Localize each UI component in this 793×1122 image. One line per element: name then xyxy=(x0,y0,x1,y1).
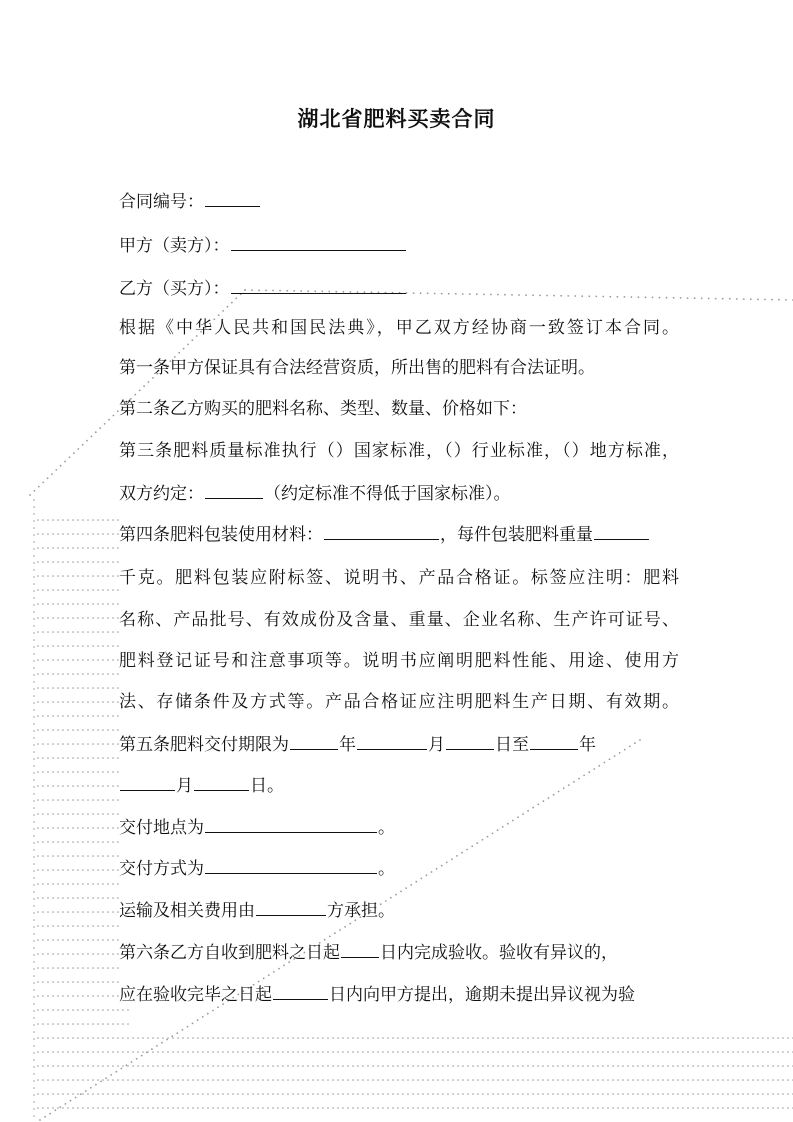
inspection-days-blank xyxy=(341,940,379,958)
inspection-objection-text: 日内完成验收。验收有异议的， xyxy=(380,943,618,963)
basis-text: 根据《中华人民共和国民法典》，甲乙双方经协商一致签订本合同。 xyxy=(119,318,679,338)
contract-number-blank xyxy=(205,189,260,207)
article-4-line-3: 名称、产品批号、有效成份及含量、重量、企业名称、生产许可证号、 xyxy=(119,610,679,630)
delivery-method-blank xyxy=(205,856,377,874)
page-title: 湖北省肥料买卖合同 xyxy=(297,107,496,131)
package-weight-blank xyxy=(594,522,649,540)
end-year-blank xyxy=(530,732,578,750)
delivery-place-period: 。 xyxy=(378,818,395,838)
party-b-blank xyxy=(231,276,406,294)
objection-start-label: 应在验收完毕之日起 xyxy=(119,985,272,1005)
delivery-period-label: 第五条肥料交付期限为 xyxy=(119,735,289,755)
start-month-blank xyxy=(357,732,427,750)
delivery-method-period: 。 xyxy=(378,859,395,879)
party-a-blank xyxy=(231,233,406,251)
end-day-unit: 日。 xyxy=(250,776,284,796)
delivery-place-label: 交付地点为 xyxy=(119,818,204,838)
package-weight-label: ，每件包装肥料重量 xyxy=(440,525,593,545)
transport-cost-suffix: 方承担。 xyxy=(327,901,395,921)
article-5-line-2 xyxy=(119,773,679,798)
article-3-line-2 xyxy=(119,481,679,506)
transport-cost-line xyxy=(119,898,679,923)
objection-days-blank xyxy=(273,982,328,1000)
article-4-line-5: 法、存储条件及方式等。产品合格证应注明肥料生产日期、有效期。 xyxy=(119,692,679,712)
start-month-unit: 月 xyxy=(428,735,445,755)
delivery-place-blank xyxy=(205,815,377,833)
start-day-unit: 日至 xyxy=(495,735,529,755)
party-b-line xyxy=(119,276,679,301)
article-4-line-1 xyxy=(119,522,679,547)
article-3-line-1: 第三条肥料质量标准执行（）国家标准，（）行业标准，（）地方标准， xyxy=(119,441,679,461)
agreed-standard-label: 双方约定： xyxy=(119,484,204,504)
inspection-start-label: 第六条乙方自收到肥料之日起 xyxy=(119,943,340,963)
article-4-line-2: 千克。肥料包装应附标签、说明书、产品合格证。标签应注明：肥料 xyxy=(119,568,679,588)
party-b-label: 乙方（买方）： xyxy=(119,279,230,299)
article-6-line-1 xyxy=(119,940,679,965)
start-year-blank xyxy=(290,732,338,750)
packaging-material-label: 第四条肥料包装使用材料： xyxy=(119,525,323,545)
party-a-line xyxy=(119,233,679,258)
article-1-text: 第一条甲方保证具有合法经营资质，所出售的肥料有合法证明。 xyxy=(119,358,595,378)
delivery-method-line xyxy=(119,856,679,881)
end-month-blank xyxy=(120,773,175,791)
end-year-unit: 年 xyxy=(579,735,596,755)
delivery-method-label: 交付方式为 xyxy=(119,859,204,879)
contract-number-label: 合同编号： xyxy=(119,192,204,212)
packaging-material-blank xyxy=(324,522,439,540)
start-year-unit: 年 xyxy=(339,735,356,755)
agreed-standard-note: （约定标准不得低于国家标准）。 xyxy=(264,484,511,504)
transport-party-blank xyxy=(256,898,326,916)
article-4-line-4: 肥料登记证号和注意事项等。说明书应阐明肥料性能、用途、使用方 xyxy=(119,651,679,671)
article-2-text: 第二条乙方购买的肥料名称、类型、数量、价格如下： xyxy=(119,399,527,419)
transport-cost-label: 运输及相关费用由 xyxy=(119,901,255,921)
end-day-blank xyxy=(194,773,249,791)
article-6-line-2 xyxy=(119,982,679,1007)
start-day-blank xyxy=(446,732,494,750)
end-month-unit: 月 xyxy=(176,776,193,796)
objection-deadline-text: 日内向甲方提出，逾期未提出异议视为验 xyxy=(329,985,635,1005)
contract-number-line xyxy=(119,189,679,214)
party-a-label: 甲方（卖方）： xyxy=(119,236,230,256)
delivery-place-line xyxy=(119,815,679,840)
article-5-line-1 xyxy=(119,732,679,757)
agreed-standard-blank xyxy=(205,481,263,499)
